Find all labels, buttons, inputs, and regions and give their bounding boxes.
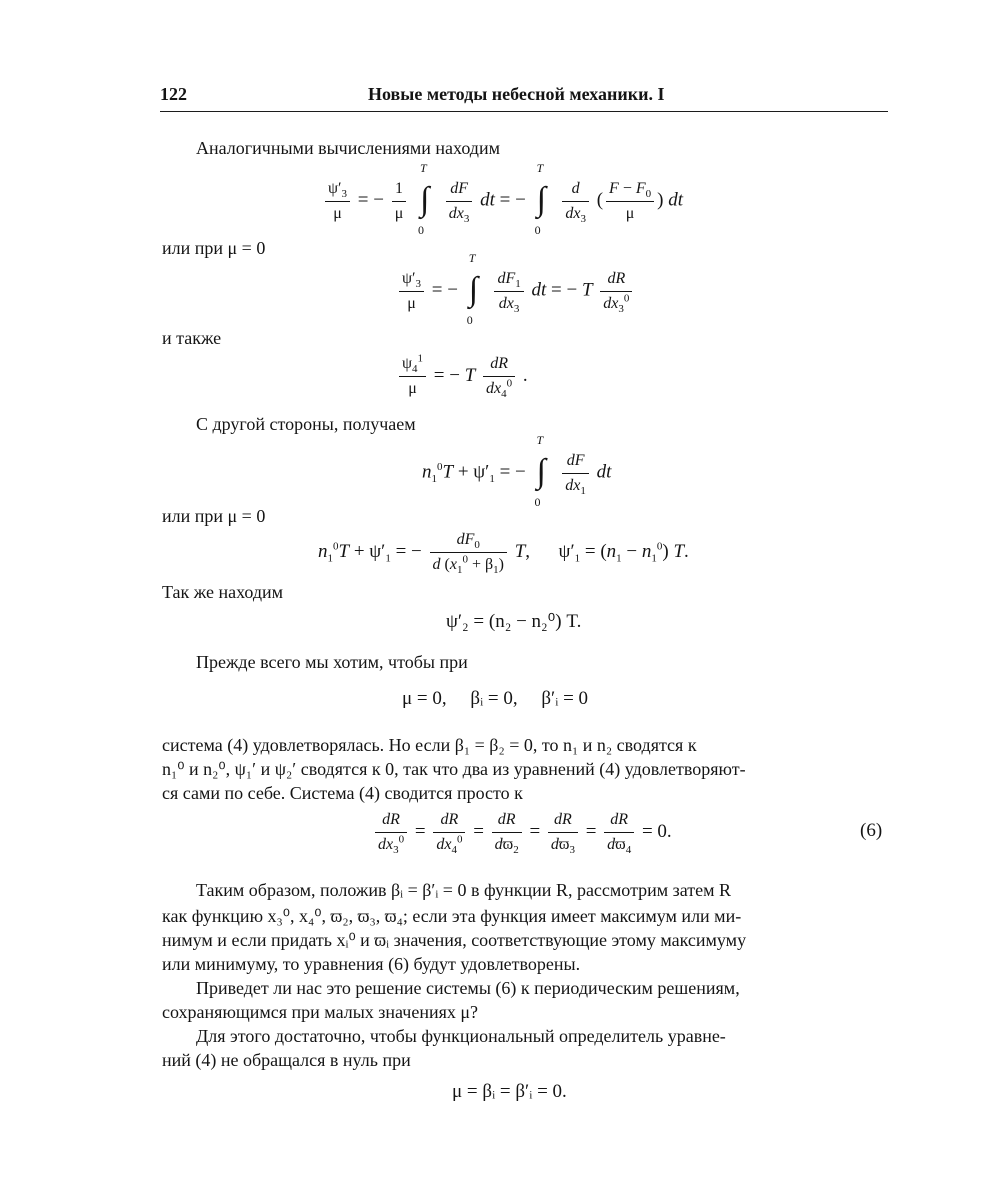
text-line: Прежде всего мы хотим, чтобы при (196, 652, 468, 672)
text-line: Для этого достаточно, чтобы функциональный определитель уравне- (196, 1026, 726, 1046)
equation-psi2: ψ′₂ = (n₂ − n₂⁰) T. (446, 611, 582, 632)
text-line: С другой стороны, получаем (196, 414, 416, 434)
text-line: ний (4) не обращался в нуль при (162, 1050, 411, 1070)
text-line: n₁⁰ и n₂⁰, ψ₁′ и ψ₂′ сводятся к 0, так что два из уравнений (4) удовлетворяют- (162, 759, 746, 779)
text-line: или при μ = 0 (162, 238, 266, 258)
equation-n1-integral: $n_1^0T + \psi'_1$ = − T ∫ 0 $\frac{dF}{dx_1}$ dt (422, 433, 612, 509)
page-header (160, 84, 888, 110)
equation-number: (6) (860, 820, 883, 841)
running-title: Новые методы небесной механики. I (368, 84, 665, 104)
text-line: или минимуму, то уравнения (6) будут удовлетворены. (162, 954, 581, 974)
text-line: Так же находим (162, 582, 284, 602)
header-rule (160, 111, 888, 112)
text-line: Приведет ли нас это решение системы (6) к периодическим решениям, (196, 978, 740, 998)
text-line: ся сами по себе. Система (4) сводится просто к (162, 783, 523, 803)
text-line: сохраняющимся при малых значениях μ? (162, 1002, 479, 1022)
equation-final: μ = βᵢ = β′ᵢ = 0. (452, 1081, 567, 1102)
equation-psi4: $\frac{\psi_4^1}{\mu}$ = − T $\frac{dR}{dx_4^0}$ . (396, 354, 528, 399)
text-line: система (4) удовлетворялась. Но если β₁ = β₂ = 0, то n₁ и n₂ сводятся к (162, 735, 697, 755)
text-line: и также (162, 328, 222, 348)
text-line: нимум и если придать xᵢ⁰ и ϖᵢ значения, соответствующие этому максимуму (162, 930, 747, 950)
text-line: как функцию x₃⁰, x₄⁰, ϖ₂, ϖ₃, ϖ₄; если эта функция имеет максимум или ми- (162, 906, 742, 926)
page-number: 122 (160, 84, 187, 104)
equation-conditions: μ = 0, βᵢ = 0, β′ᵢ = 0 (402, 688, 589, 709)
equation-6: $\frac{dR}{dx_3^0}$ = $\frac{dR}{dx_4^0}$ = $\frac{dR}{dϖ_2}$ = $\frac{dR}{dϖ_3}$ = $\frac{dR}{dϖ_4}$ = 0. (372, 810, 672, 855)
text-line: Таким образом, положив βᵢ = β′ᵢ = 0 в функции R, рассмотрим затем R (196, 880, 732, 900)
text-line: Аналогичными вычислениями находим (196, 138, 500, 158)
equation-psi3-mu0: $\frac{\psi'_3}{\mu}$ = − T ∫ 0 $\frac{dF_1}{dx_3}$ dt = − T $\frac{dR}{dx_3^0}$ (396, 262, 635, 320)
equation-psi3-integral: $\frac{\psi'_3}{\mu}$ = − $\frac{1}{\mu}$ T ∫ 0 $\frac{dF}{dx_3}$ dt = − T ∫ 0 $\frac{d}{dx_3}$ ( $\frac{F - F_0}{\mu}$ ) dt (322, 172, 683, 230)
text-line: или при μ = 0 (162, 506, 266, 526)
equation-n1-mu0: $n_1^0T + \psi'_1$ = − $\frac{dF_0}{d (x_1^0 + \beta_1)}$ T, $\psi'_1 = (n_1 - n_1^0)$ T. (318, 531, 689, 577)
